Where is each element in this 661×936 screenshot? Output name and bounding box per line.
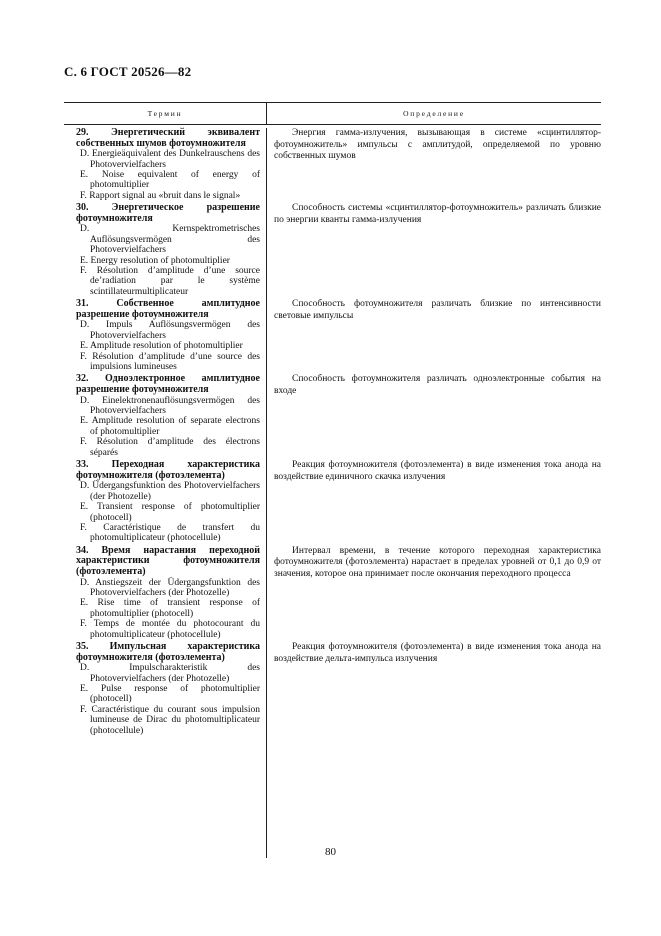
page-header: С. 6 ГОСТ 20526—82 [64, 64, 192, 79]
translation-fr: F. Temps de montée du photocourant du photomultiplicateur (photocellule) [80, 619, 260, 640]
definition-cell [266, 374, 601, 458]
definition-text: Способность фотоумножителя различать одноэлектронные события на входе [274, 374, 601, 397]
term-title: 32. Одноэлектронное амплитудное разрешение фотоумножителя [76, 373, 260, 396]
definition-cell [266, 546, 601, 640]
term-cell [64, 299, 266, 372]
definition-cell [266, 642, 601, 736]
translation-de: D. Üdergangsfunktion des Photovervielfachers (der Photozelle) [80, 481, 260, 502]
translation-en: E. Transient response of photomultiplier (photocell) [80, 502, 260, 523]
translation-fr: F. Caractéristique du courant sous impulsion lumineuse de Dirac du photomultiplicateur (photocellule) [80, 704, 260, 736]
definition-cell [266, 128, 601, 201]
translation-de: D. Energieäquivalent des Dunkelrauschens des Photovervielfachers [80, 149, 260, 170]
page-number: 80 [325, 846, 336, 858]
translation-fr: F. Caractéristique de transfert du photomultiplicateur (photocellule) [80, 522, 260, 544]
definition-text: Интервал времени, в течение которого переходная характеристика фотоумножителя (фотоэлемента) нарастает в пределах уровней от 0,1 до 0,9 от значения, которое она принимает после окончания переходного процесса [274, 545, 601, 579]
definition-text: Реакция фотоумножителя (фотоэлемента) в виде изменения тока анода на воздействие единичного скачка излучения [274, 460, 601, 482]
translation-fr: F. Résolution d’amplitude d’une source des impulsions lumineuses [80, 351, 260, 373]
definition-text: Способность системы «сцинтиллятор-фотоумножитель» различать близкие по энергии кванты гамма-излучения [274, 203, 601, 225]
translation-en: E. Pulse response of photomultiplier (photocell) [80, 683, 260, 705]
term-title: 29. Энергетический эквивалент собственных шумов фотоумножителя [76, 127, 260, 149]
column-header-term: Термин [64, 103, 267, 124]
translation-fr: F. Rapport signal au «bruit dans le signal» [80, 190, 241, 201]
term-cell [64, 203, 266, 297]
definition-cell [266, 203, 601, 297]
translation-en: E. Rise time of transient response of photomultiplier (photocell) [80, 598, 260, 619]
term-entry-34 [64, 546, 601, 640]
term-title: 33. Переходная характеристика фотоумножителя (фотоэлемента) [76, 459, 260, 481]
translation-en: E. Amplitude resolution of separate electrons of photomultiplier [80, 416, 260, 437]
definition-text: Реакция фотоумножителя (фотоэлемента) в виде изменения тока анода на воздействие дельта-импульса излучения [274, 641, 601, 664]
definition-cell [266, 460, 601, 544]
term-cell [64, 460, 266, 544]
terms-table [64, 102, 601, 736]
translation-en: E. Noise equivalent of energy of photomultiplier [80, 170, 260, 191]
translation-de: D. Anstiegszeit der Üdergangsfunktion des Photovervielfachers (der Photozelle) [80, 577, 260, 598]
translation-de: D. Impuls Auflösungsvermögen des Photovervielfachers [80, 320, 260, 341]
translation-en: E. Energy resolution of photomultiplier [80, 255, 230, 266]
translation-fr: F. Résolution d’amplitude d’une source de’radiation par le système scintillateurmultiplicateur [80, 266, 260, 297]
term-cell [64, 642, 266, 736]
term-title: 31. Собственное амплитудное разрешение фотоумножителя [76, 298, 260, 320]
term-entry-32 [64, 374, 601, 458]
term-cell [64, 374, 266, 458]
translation-de: D. Kernspektrometrisches Auflösungsvermögen des Photovervielfachers [80, 224, 260, 256]
term-entry-35 [64, 642, 601, 736]
term-title: 34. Время нарастания переходной характеристики фотоумножителя (фотоэлемента) [76, 544, 260, 577]
translation-en: E. Amplitude resolution of photomultiplier [80, 341, 243, 352]
translation-de: D. Impulscharakteristik des Photovervielfachers (der Photozelle) [80, 663, 260, 684]
term-entry-30 [64, 203, 601, 297]
term-entry-33 [64, 460, 601, 544]
translation-fr: F. Résolution d’amplitude des électrons séparés [80, 437, 260, 458]
table-header [64, 102, 601, 125]
term-entry-31 [64, 299, 601, 372]
term-cell [64, 546, 266, 640]
definition-cell [266, 299, 601, 372]
term-cell [64, 128, 266, 201]
column-header-definition: Определение [403, 109, 465, 118]
definition-text: Способность фотоумножителя различать близкие по интенсивности световые импульсы [274, 299, 601, 321]
table-body [64, 128, 601, 736]
term-entry-29 [64, 128, 601, 201]
translation-de: D. Einelektronenauflösungsvermögen des Photovervielfachers [80, 395, 260, 417]
term-title: 30. Энергетическое разрешение фотоумножителя [76, 202, 260, 224]
term-title: 35. Импульсная характеристика фотоумножителя (фотоэлемента) [76, 640, 260, 663]
definition-text: Энергия гамма-излучения, вызывающая в системе «сцинтиллятор-фотоумножитель» импульсы с амплитудой, определяемой по уровню собственных шумов [274, 128, 601, 162]
